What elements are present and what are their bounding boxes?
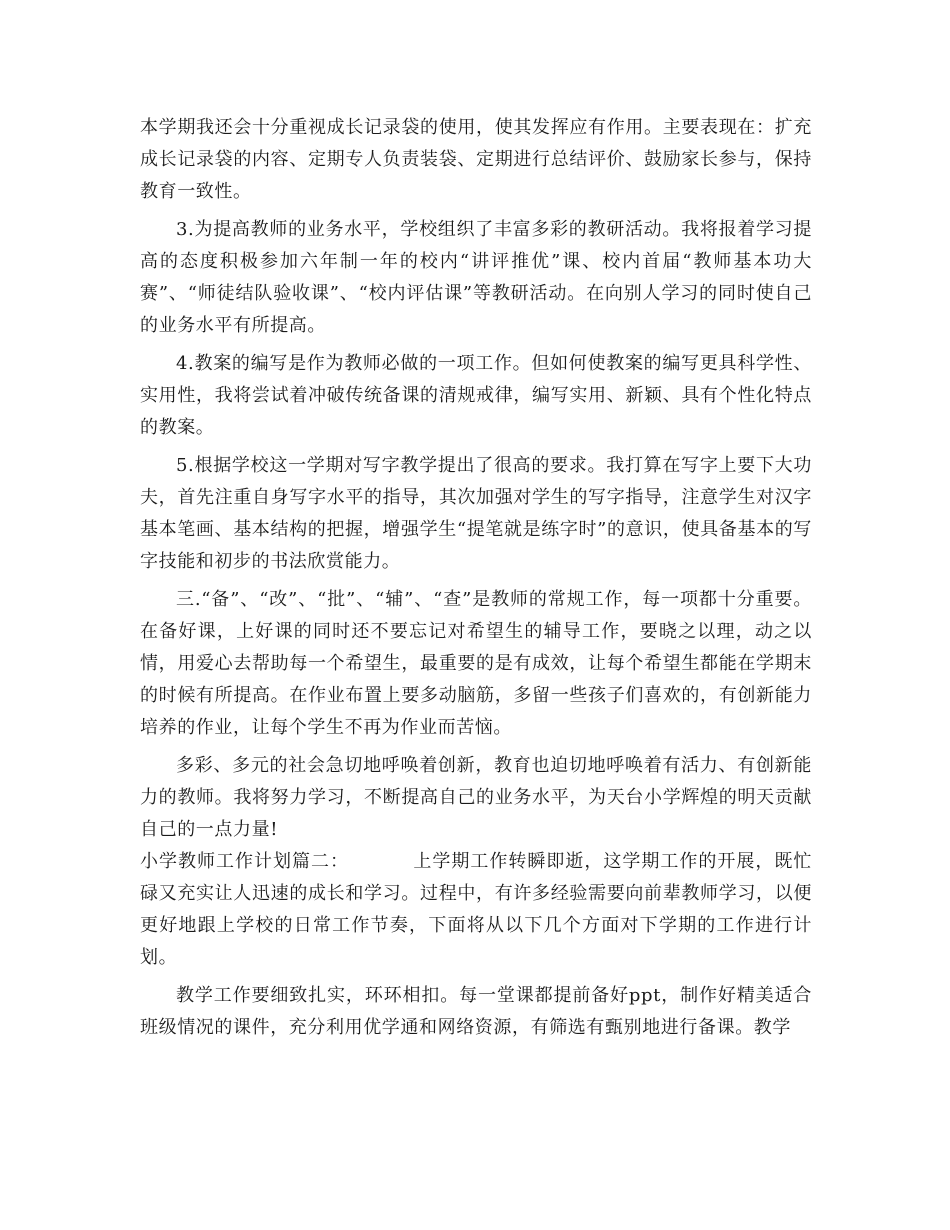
- paragraph-teaching-work: 教学工作要细致扎实，环环相扣。每一堂课都提前备好ppt，制作好精美适合班级情况的课件，充分利用优学通和网络资源，有筛选有甄别地进行备课。教学: [140, 985, 812, 1038]
- section-first-paragraph: 上学期工作转瞬即逝，这学期工作的开展，既忙碌又充实让人迅速的成长和学习。过程中，有许多经验需要向前辈教师学习，以便更好地跟上学校的日常工作节奏，下面将从以下几个方面对下学期的工作进行计划。: [140, 851, 812, 968]
- paragraph-growth-record: 本学期我还会十分重视成长记录袋的使用，使其发挥应有作用。主要表现在：扩充成长记录袋的内容、定期专人负责装袋、定期进行总结评价、鼓励家长参与，保持教育一致性。: [140, 117, 812, 202]
- section-heading: 小学教师工作计划篇二：: [140, 851, 349, 872]
- paragraph-item-4: 4.教案的编写是作为教师必做的一项工作。但如何使教案的编写更具科学性、实用性，我将尝试着冲破传统备课的清规戒律，编写实用、新颖、具有个性化特点的教案。: [140, 353, 812, 438]
- paragraph-section-three: 三.“备”、“改”、“批”、“辅”、“查”是教师的常规工作，每一项都十分重要。在备好课，上好课的同时还不要忘记对希望生的辅导工作，要晓之以理，动之以情，用爱心去帮助每一个希望生，最重要的是有成效，让每个希望生都能在学期末的时候有所提高。在作业布置上要多动脑筋，多留一些孩子们喜欢的，有创新能力培养的作业，让每个学生不再为作业而苦恼。: [140, 589, 812, 738]
- document-body: [140, 112, 812, 1050]
- paragraph-conclusion: 多彩、多元的社会急切地呼唤着创新，教育也迫切地呼唤着有活力、有创新能力的教师。我将努力学习，不断提高自己的业务水平，为天台小学辉煌的明天贡献自己的一点力量!: [140, 755, 812, 840]
- paragraph-item-5: 5.根据学校这一学期对写字教学提出了很高的要求。我打算在写字上要下大功夫，首先注重自身写字水平的指导，其次加强对学生的写字指导，注意学生对汉字基本笔画、基本结构的把握，增强学生“提笔就是练字时”的意识，使具备基本的写字技能和初步的书法欣赏能力。: [140, 455, 812, 572]
- paragraph-item-3: 3.为提高教师的业务水平，学校组织了丰富多彩的教研活动。我将报着学习提高的态度积极参加六年制一年的校内“讲评推优”课、校内首届“教师基本功大赛”、“师徒结队验收课”、“校内评估课”等教研活动。在向别人学习的同时使自己的业务水平有所提高。: [140, 219, 812, 336]
- paragraph-plan-two: [140, 846, 812, 974]
